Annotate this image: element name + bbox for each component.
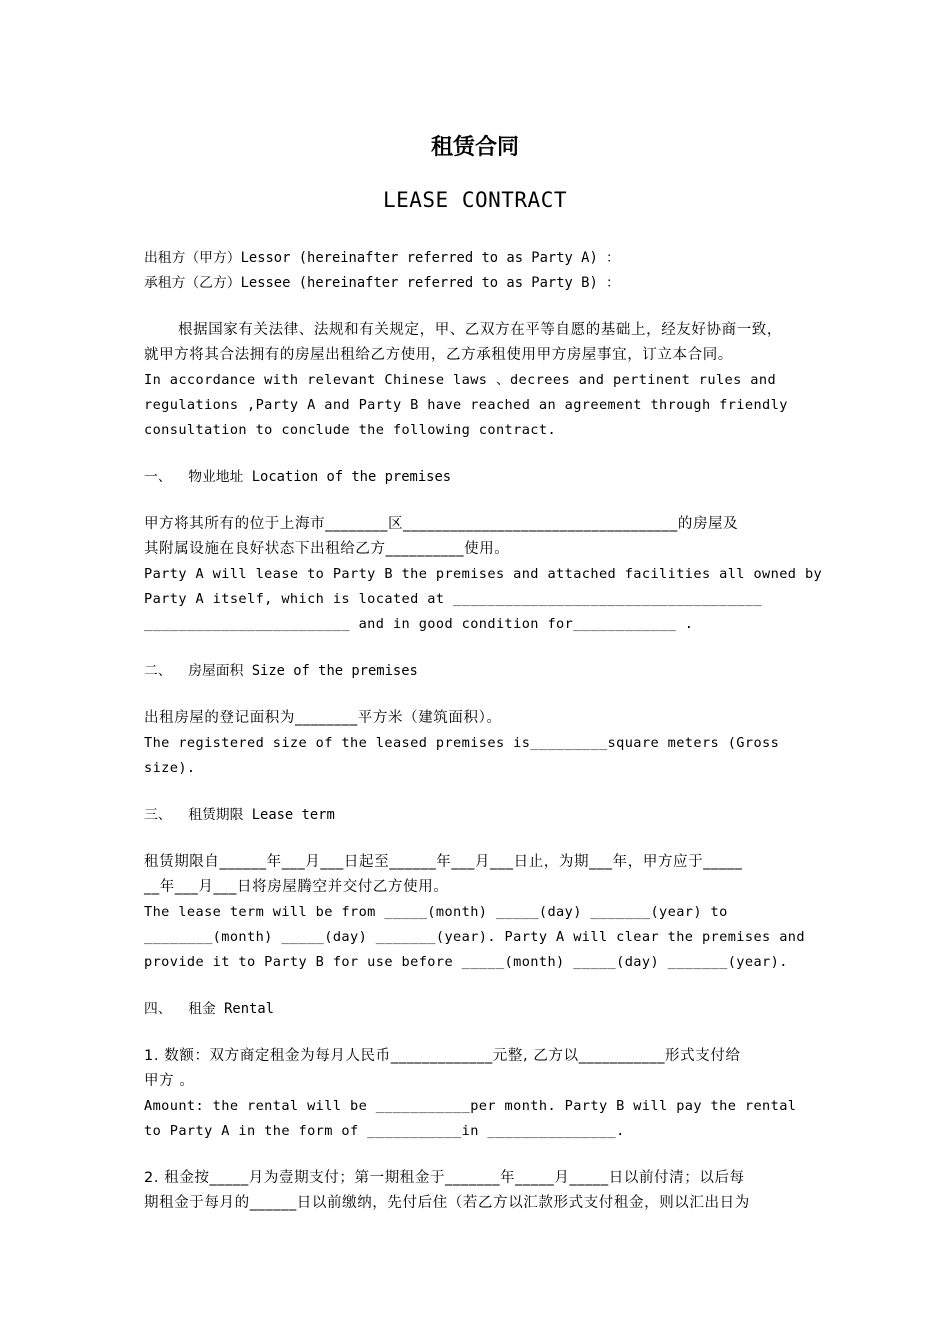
section-1-en-line-1: Party A will lease to Party B the premises and attached facilities all owned by [144, 566, 823, 582]
title-chinese: 租赁合同 [430, 135, 519, 160]
section-3-heading: 三、 租赁期限 Lease term [144, 807, 335, 823]
section-4-p1-cn-line-2: 甲方 。 [144, 1073, 195, 1089]
preamble-en-line-3: consultation to conclude the following contract. [144, 422, 557, 438]
section-3-en-line-3: provide it to Party B for use before _____(month) _____(day) _______(year). [144, 954, 788, 970]
party-a-line: 出租方（甲方）Lessor (hereinafter referred to as Party A) ： [144, 250, 620, 266]
section-3-cn-line-2: __年___月___日将房屋腾空并交付乙方使用。 [144, 879, 449, 895]
section-1-en-line-2: Party A itself, which is located at ____________________________________ [144, 591, 763, 607]
section-3-cn-line-1: 租赁期限自______年___月___日起至______年___月___日止，为期___年，甲方应于_____ [144, 854, 743, 870]
section-4-p1-cn-line-1: 1. 数额：双方商定租金为每月人民币_____________元整, 乙方以___________形式支付给 [144, 1048, 741, 1064]
preamble-en-line-2: regulations ,Party A and Party B have reached an agreement through friendly [144, 397, 788, 413]
section-2-en-line-2: size). [144, 760, 196, 776]
section-4-p2-cn-line-2: 期租金于每月的______日以前缴纳，先付后住（若乙方以汇款形式支付租金，则以汇出日为 [144, 1195, 750, 1211]
title-english: LEASE CONTRACT [382, 188, 567, 212]
section-2-cn-line-1: 出租房屋的登记面积为________平方米（建筑面积）。 [144, 710, 502, 726]
section-3-en-line-1: The lease term will be from _____(month) _____(day) _______(year) to [144, 904, 728, 920]
party-b-line: 承租方（乙方）Lessee (hereinafter referred to as Party B) ： [144, 275, 620, 291]
section-2-heading: 二、 房屋面积 Size of the premises [144, 663, 418, 679]
section-4-p1-en-line-2: to Party A in the form of ___________in _______________. [144, 1123, 625, 1139]
preamble-cn-line-1: 根据国家有关法律、法规和有关规定，甲、乙双方在平等自愿的基础上，经友好协商一致， [178, 322, 782, 338]
section-1-cn-line-2: 其附属设施在良好状态下出租给乙方__________使用。 [144, 541, 510, 557]
section-4-p1-en-line-1: Amount: the rental will be ___________per month. Party B will pay the rental [144, 1098, 797, 1114]
preamble-en-line-1: In accordance with relevant Chinese laws 、decrees and pertinent rules and [144, 372, 777, 388]
preamble-cn-line-2: 就甲方将其合法拥有的房屋出租给乙方使用，乙方承租使用甲方房屋事宜，订立本合同。 [144, 347, 733, 363]
section-1-cn-line-1: 甲方将其所有的位于上海市________区___________________________________的房屋及 [144, 516, 739, 532]
section-4-heading: 四、 租金 Rental [144, 1001, 274, 1017]
section-4-p2-cn-line-1: 2. 租金按_____月为壹期支付；第一期租金于_______年_____月_____日以前付清；以后每 [144, 1170, 745, 1186]
section-3-en-line-2: ________(month) _____(day) _______(year). Party A will clear the premises and [144, 929, 805, 945]
section-2-en-line-1: The registered size of the leased premises is_________square meters (Gross [144, 735, 780, 751]
section-1-heading: 一、 物业地址 Location of the premises [144, 469, 452, 485]
section-1-en-line-3: ________________________ and in good condition for____________ . [144, 616, 694, 632]
